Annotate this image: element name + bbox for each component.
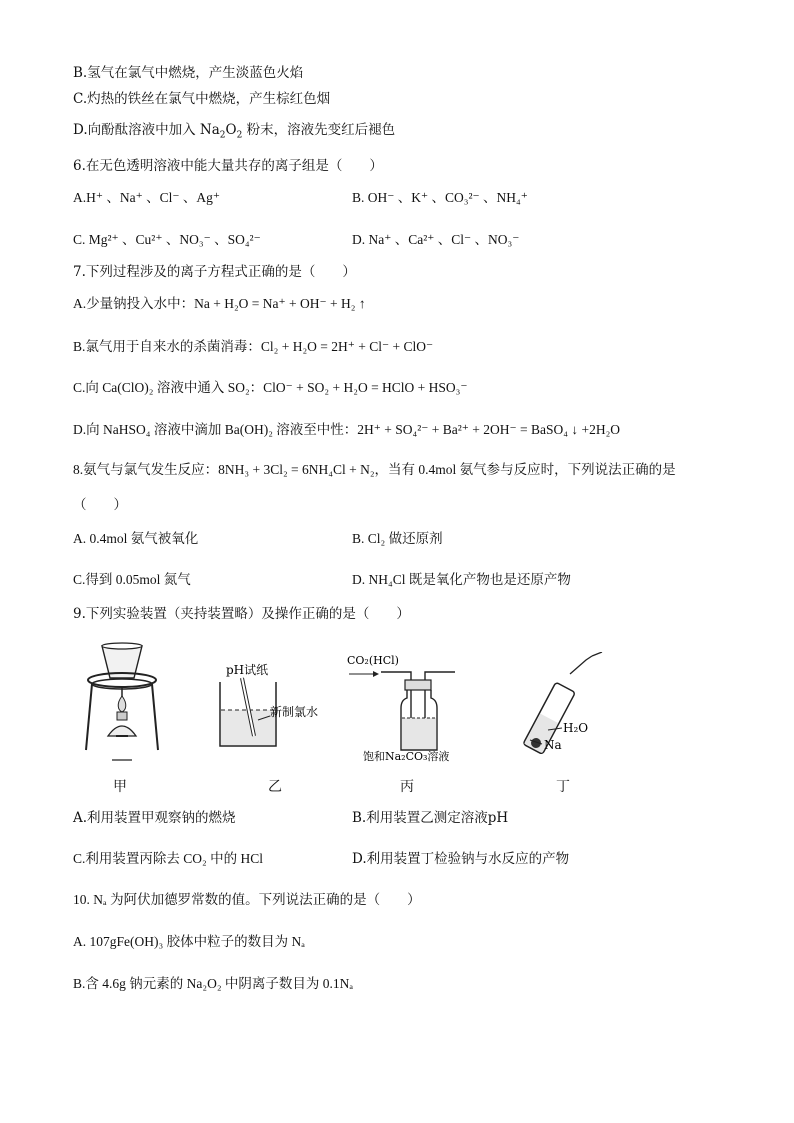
q10-option-a: A. 107gFe(OH)₃ 胶体中粒子的数目为 Nₐ xyxy=(73,934,305,949)
q8-option-a: A. 0.4mol 氨气被氧化 xyxy=(73,531,199,546)
q8-option-b: B. Cl₂ 做还原剂 xyxy=(352,531,443,546)
q9-option-d: D.利用装置丁检验钠与水反应的产物 xyxy=(352,851,570,867)
apparatus-jia-figure xyxy=(82,638,162,768)
q9-option-b: B.利用装置乙测定溶液pH xyxy=(352,810,509,826)
q5-option-d xyxy=(73,121,395,139)
apparatus-bing-figure xyxy=(343,650,473,765)
water-label: H₂O xyxy=(563,721,589,735)
sodium-label: Na xyxy=(544,738,562,752)
q10-stem: 10. Nₐ 为阿伏加德罗常数的值。下列说法正确的是（ ） xyxy=(73,892,421,907)
apparatus-ding-figure xyxy=(508,652,618,757)
ph-paper-label: pH试纸 xyxy=(226,663,269,677)
q5-d-sub1: 2 xyxy=(219,130,226,141)
q5-d-sub2: 2 xyxy=(236,130,243,141)
q7-option-d: D.向 NaHSO₄ 溶液中滴加 Ba(OH)₂ 溶液至中性：2H⁺ + SO₄²⁻ + Ba²⁺ + 2OH⁻ = BaSO₄ ↓ +2H₂O xyxy=(73,422,621,437)
q8-option-c: C.得到 0.05mol 氮气 xyxy=(73,572,191,587)
q7-option-a: A.少量钠投入水中：Na + H₂O = Na⁺ + OH⁻ + H₂ ↑ xyxy=(73,296,366,311)
apparatus-yi-figure xyxy=(212,660,352,750)
q6-option-a: A.H⁺ 、Na⁺ 、Cl⁻ 、Ag⁺ xyxy=(73,190,220,205)
q5-d-mid: O xyxy=(225,122,237,138)
caption-jia: 甲 xyxy=(113,779,127,795)
q5-d-post: 粉末，溶液先变红后褪色 xyxy=(242,122,396,138)
q9-option-a: A.利用装置甲观察钠的燃烧 xyxy=(73,810,236,826)
q8-stem-paren: （ ） xyxy=(73,497,127,513)
caption-bing: 丙 xyxy=(400,779,414,795)
q6-stem: 6.在无色透明溶液中能大量共存的离子组是（ ） xyxy=(73,158,383,174)
q5-option-c: C.灼热的铁丝在氯气中燃烧，产生棕红色烟 xyxy=(73,91,331,107)
saturated-solution-label: 饱和Na₂CO₃溶液 xyxy=(363,750,450,763)
caption-ding: 丁 xyxy=(556,779,570,795)
q7-option-b: B.氯气用于自来水的杀菌消毒：Cl₂ + H₂O = 2H⁺ + Cl⁻ + ClO⁻ xyxy=(73,339,434,354)
q8-stem: 8.氨气与氯气发生反应：8NH₃ + 3Cl₂ = 6NH₄Cl + N₂，当有 0.4mol 氨气参与反应时，下列说法正确的是 xyxy=(73,462,676,477)
q6-option-b: B. OH⁻ 、K⁺ 、CO₃²⁻ 、NH₄⁺ xyxy=(352,190,528,205)
q8-option-d: D. NH₄Cl 既是氧化产物也是还原产物 xyxy=(352,572,571,587)
q10-option-b: B.含 4.6g 钠元素的 Na₂O₂ 中阴离子数目为 0.1Nₐ xyxy=(73,976,354,991)
q9-option-c: C.利用装置丙除去 CO₂ 中的 HCl xyxy=(73,851,263,866)
q6-option-c: C. Mg²⁺ 、Cu²⁺ 、NO₃⁻ 、SO₄²⁻ xyxy=(73,232,261,247)
q7-option-c: C.向 Ca(ClO)₂ 溶液中通入 SO₂：ClO⁻ + SO₂ + H₂O = HClO + HSO₃⁻ xyxy=(73,380,468,395)
q5-d-pre: D.向酚酞溶液中加入 Na xyxy=(73,122,220,138)
chlorine-water-label: 新制氯水 xyxy=(270,705,319,719)
q7-stem: 7.下列过程涉及的离子方程式正确的是（ ） xyxy=(73,264,356,280)
caption-yi: 乙 xyxy=(268,779,282,795)
gas-in-label: CO₂(HCl) xyxy=(347,654,399,667)
q9-stem: 9.下列实验装置（夹持装置略）及操作正确的是（ ） xyxy=(73,606,410,622)
q5-option-b: B.氢气在氯气中燃烧，产生淡蓝色火焰 xyxy=(73,65,304,81)
q6-option-d: D. Na⁺ 、Ca²⁺ 、Cl⁻ 、NO₃⁻ xyxy=(352,232,520,247)
